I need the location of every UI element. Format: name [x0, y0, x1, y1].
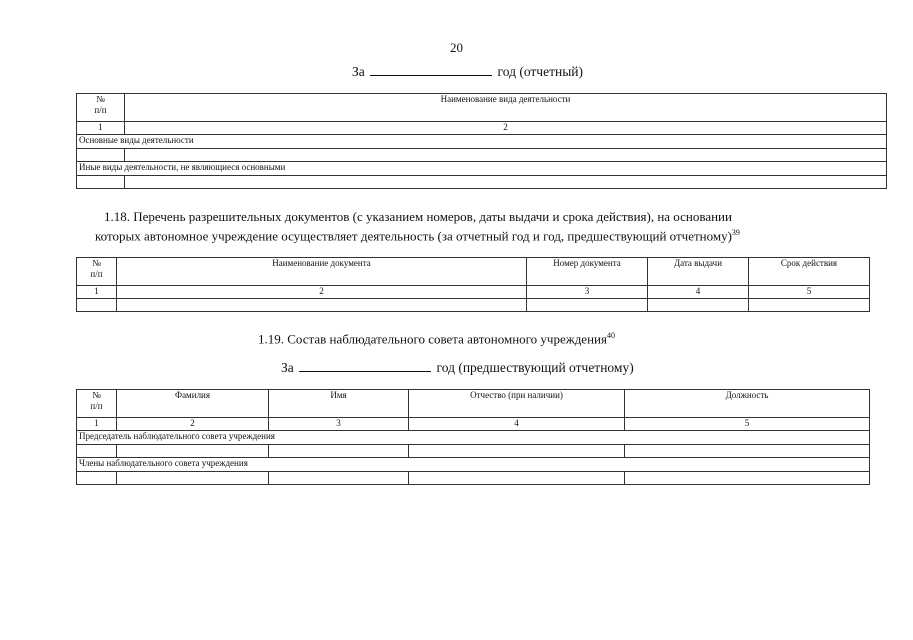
section2-paragraph-line2: которых автономное учреждение осуществляет деятельность (за отчетный год и год, предшествующий отчетному)$^{39}$ — [95, 228, 740, 244]
table-row — [77, 472, 870, 485]
year-blank-line — [370, 63, 492, 76]
col-header-validity: Срок действия — [749, 258, 870, 286]
col-header-position: Должность — [625, 390, 870, 418]
section3-subtitle: За год (предшествующий отчетному) — [281, 360, 634, 375]
footnote-marker: 40 — [606, 331, 615, 340]
year-blank-line — [299, 359, 431, 372]
section1-title-prefix: За — [352, 64, 365, 79]
group-row-other-activities: Иные виды деятельности, не являющиеся основными — [77, 162, 887, 176]
table-row — [77, 176, 887, 189]
section2-paragraph-line1: 1.18. Перечень разрешительных документов (с указанием номеров, даты выдачи и срока действия), на основании — [104, 209, 732, 224]
table-header-row — [77, 390, 870, 418]
footnote-marker: 39 — [731, 228, 740, 237]
page-number: 20 — [450, 40, 463, 55]
table-header-row — [77, 258, 870, 286]
table-header-row — [77, 94, 887, 122]
table-row — [77, 445, 870, 458]
permits-table — [76, 257, 870, 312]
column-number-row: 1 2 3 4 5 — [77, 418, 870, 431]
col-header-surname: Фамилия — [117, 390, 269, 418]
col-header-issue-date: Дата выдачи — [648, 258, 749, 286]
col-header-number: № п/п — [77, 94, 125, 122]
col-header-number: № п/п — [77, 258, 117, 286]
col-header-activity-name: Наименование вида деятельности — [125, 94, 887, 122]
col-header-patronymic: Отчество (при наличии) — [409, 390, 625, 418]
activities-table — [76, 93, 887, 189]
table-row — [77, 149, 887, 162]
column-number-row: 1 2 3 4 5 — [77, 286, 870, 299]
section3-title: 1.19. Состав наблюдательного совета автономного учреждения$^{40}$ — [258, 331, 615, 347]
group-row-members: Члены наблюдательного совета учреждения — [77, 458, 870, 472]
col-header-number: № п/п — [77, 390, 117, 418]
section1-title — [352, 63, 583, 80]
column-number-row: 1 2 — [77, 122, 887, 135]
group-row-main-activities: Основные виды деятельности — [77, 135, 887, 149]
section1-title-suffix: год (отчетный) — [497, 64, 583, 79]
col-header-document-name: Наименование документа — [117, 258, 527, 286]
supervisory-board-table — [76, 389, 870, 485]
col-header-document-number: Номер документа — [527, 258, 648, 286]
col-header-name: Имя — [269, 390, 409, 418]
table-row — [77, 299, 870, 312]
group-row-chairman: Председатель наблюдательного совета учреждения — [77, 431, 870, 445]
